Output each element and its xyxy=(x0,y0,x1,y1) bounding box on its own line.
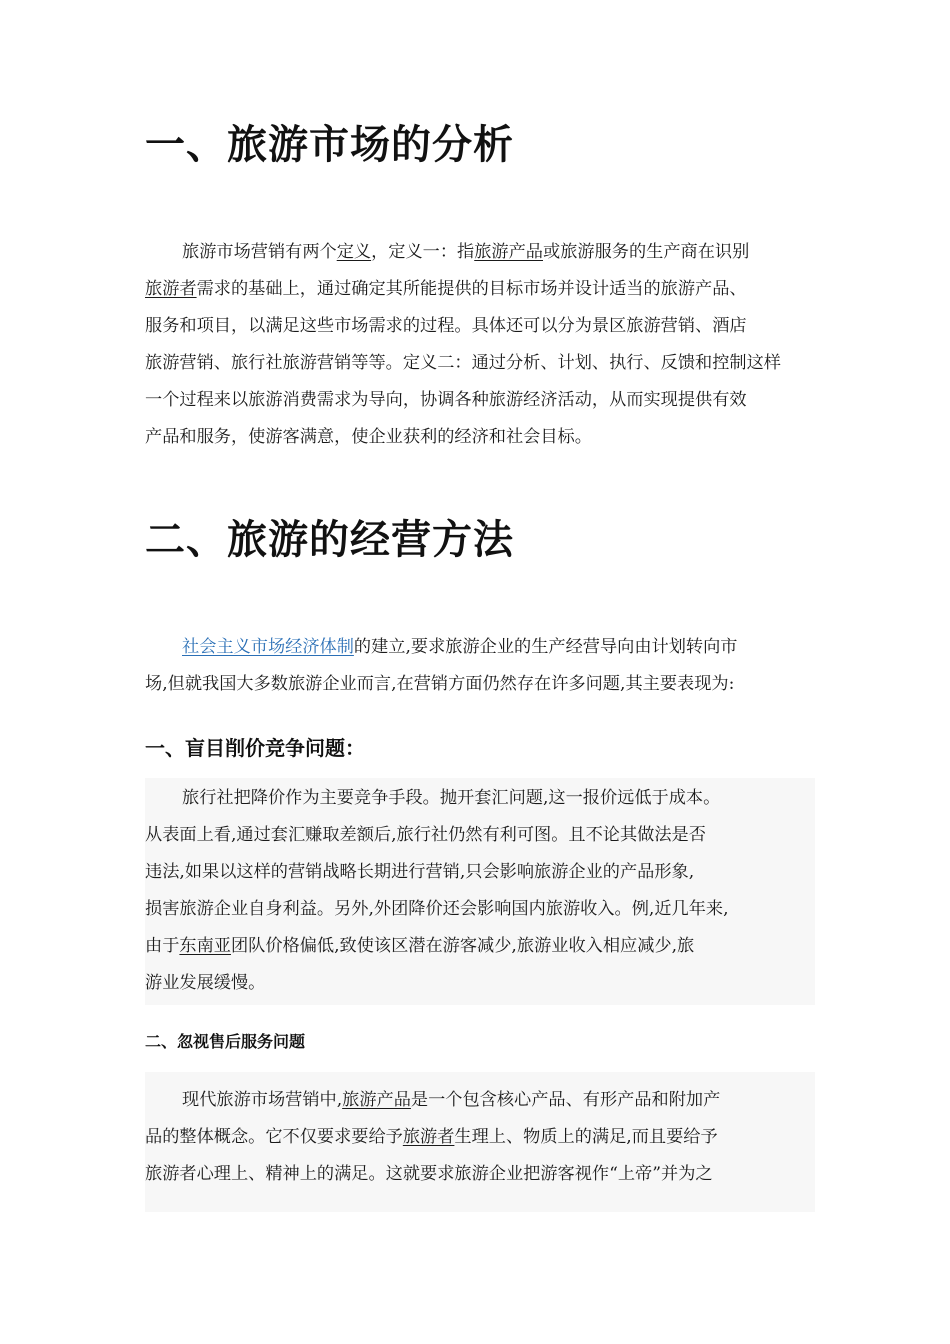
link-tourist-2[interactable]: 旅游者 xyxy=(402,1127,455,1147)
subsection1-paragraph xyxy=(145,780,815,1002)
link-southeast-asia[interactable]: 东南亚 xyxy=(179,936,231,956)
text-line: 违法,如果以这样的营销战略长期进行营销,只会影响旅游企业的产品形象, xyxy=(145,862,695,882)
text-line: 产品和服务，使游客满意，使企业获利的经济和社会目标。 xyxy=(145,427,592,447)
link-tourist[interactable]: 旅游者 xyxy=(145,279,197,299)
link-socialist-market-economy[interactable]: 社会主义市场经济体制 xyxy=(182,637,354,657)
subsection2-title: 二、忽视售后服务问题 xyxy=(145,1032,306,1051)
text-line: 旅行社把降价作为主要竞争手段。抛开套汇问题,这一报价远低于成本。 xyxy=(182,788,721,808)
text-line: 社会主义市场经济体制的建立,要求旅游企业的生产经营导向由计划转向市 xyxy=(182,637,738,657)
text-line: 游业发展缓慢。 xyxy=(145,973,266,993)
text-line: 旅游市场营销有两个定义，定义一：指旅游产品或旅游服务的生产商在识别 xyxy=(182,242,750,262)
section1-title: 一、旅游市场的分析 xyxy=(145,122,514,168)
section1-paragraph xyxy=(145,234,815,456)
text-line: 现代旅游市场营销中,旅游产品是一个包含核心产品、有形产品和附加产 xyxy=(182,1090,721,1110)
text-line: 场,但就我国大多数旅游企业而言,在营销方面仍然存在许多问题,其主要表现为: xyxy=(145,674,735,694)
text-line: 品的整体概念。它不仅要求要给予旅游者生理上、物质上的满足,而且要给予 xyxy=(145,1127,718,1147)
link-definition[interactable]: 定义 xyxy=(336,242,372,262)
text-line: 损害旅游企业自身利益。另外,外团降价还会影响国内旅游收入。例,近几年来, xyxy=(145,899,729,919)
text-line: 旅游营销、旅行社旅游营销等等。定义二：通过分析、计划、执行、反馈和控制这样 xyxy=(145,353,781,373)
text-line: 从表面上看,通过套汇赚取差额后,旅行社仍然有利可图。且不论其做法是否 xyxy=(145,825,706,845)
link-tourism-product[interactable]: 旅游产品 xyxy=(474,242,543,262)
text-line: 旅游者心理上、精神上的满足。这就要求旅游企业把游客视作“上帝”并为之 xyxy=(145,1164,713,1184)
section2-title: 二、旅游的经营方法 xyxy=(145,517,514,563)
text-line: 一个过程来以旅游消费需求为导向，协调各种旅游经济活动，从而实现提供有效 xyxy=(145,390,747,410)
subsection1-title: 一、盲目削价竞争问题： xyxy=(145,736,365,760)
link-tourism-product-2[interactable]: 旅游产品 xyxy=(342,1090,411,1110)
section2-intro xyxy=(145,629,815,703)
text-line: 由于东南亚团队价格偏低,致使该区潜在游客减少,旅游业收入相应减少,旅 xyxy=(145,936,695,956)
text-line: 服务和项目，以满足这些市场需求的过程。具体还可以分为景区旅游营销、酒店 xyxy=(145,316,747,336)
subsection2-paragraph xyxy=(145,1082,815,1193)
text-line: 旅游者需求的基础上，通过确定其所能提供的目标市场并设计适当的旅游产品、 xyxy=(145,279,747,299)
